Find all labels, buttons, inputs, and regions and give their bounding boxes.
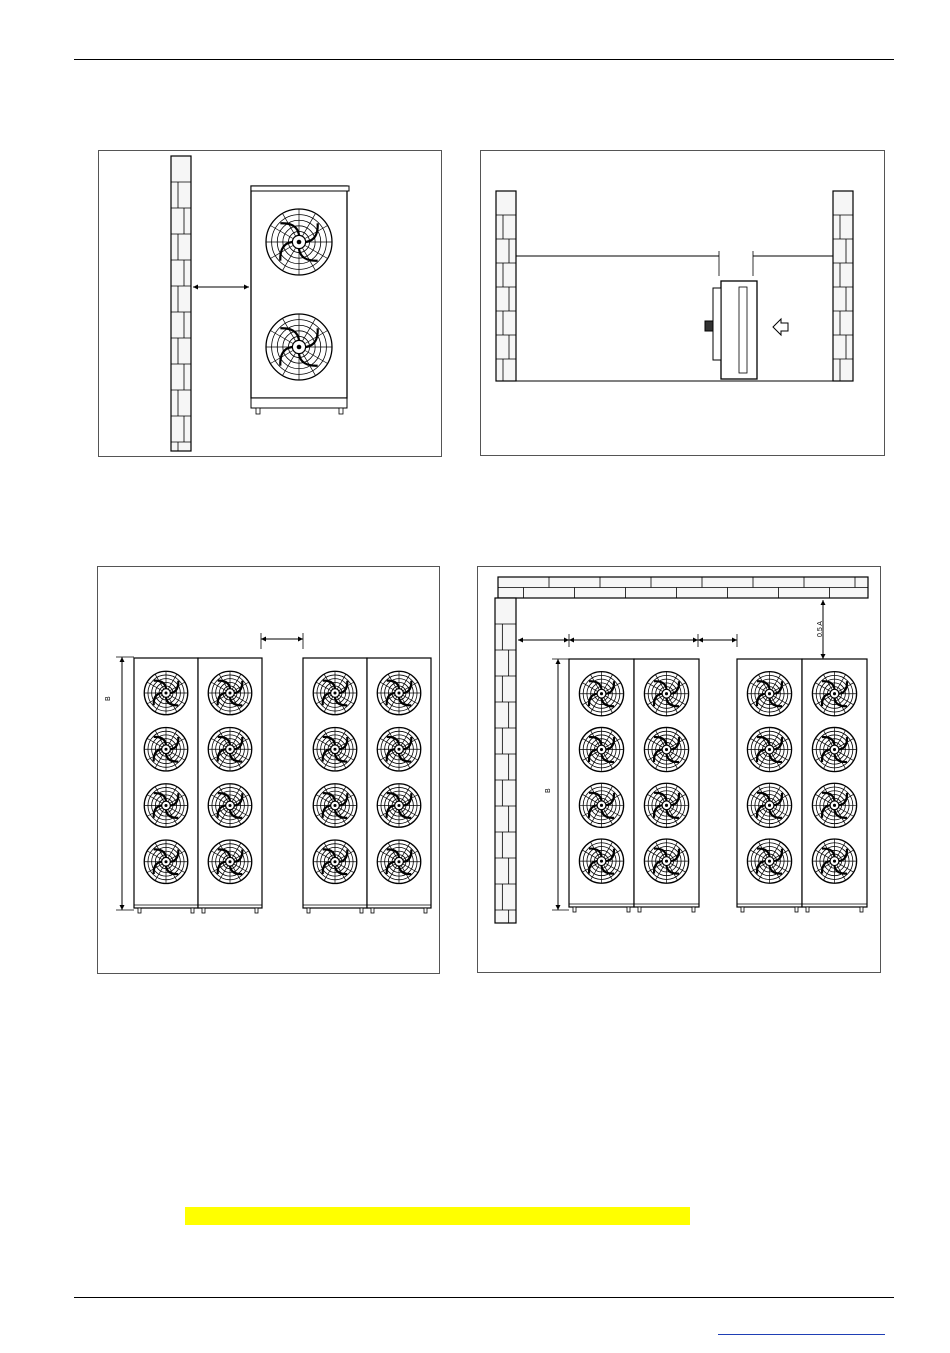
fig3-drawing (98, 567, 441, 975)
unit-foot (795, 907, 798, 912)
fan-icon (579, 839, 623, 883)
fan-icon (313, 840, 357, 884)
fan-icon (579, 672, 623, 716)
unit-foot (627, 907, 630, 912)
fan-motor (705, 321, 713, 331)
fan-icon (747, 672, 791, 716)
fan-icon (313, 671, 357, 715)
fan-icon (579, 783, 623, 827)
fan-motor-housing (713, 288, 721, 360)
fan-icon (377, 784, 421, 828)
airflow-arrow-icon (773, 319, 788, 335)
unit-foot (371, 908, 374, 913)
fan-icon (313, 784, 357, 828)
diagram-roof-clearance (477, 566, 881, 973)
unit-width-arrow (569, 638, 698, 643)
footer-link-underline[interactable] (718, 1334, 885, 1335)
unit-pair-right (737, 659, 867, 912)
fan-icon (208, 671, 252, 715)
unit-top-rail (251, 186, 349, 191)
fan-icon (144, 840, 188, 884)
unit-foot (307, 908, 310, 913)
fan-icon (644, 783, 688, 827)
fan-icon (747, 783, 791, 827)
brick-wall-left (496, 191, 516, 381)
clearance-dimension-arrow (193, 285, 249, 290)
fan-icon (377, 840, 421, 884)
unit-foot (638, 907, 641, 912)
fan-icon (266, 209, 332, 275)
unit-foot (424, 908, 427, 913)
fan-icon (266, 314, 332, 380)
fig4-drawing (478, 567, 882, 974)
unit-foot (741, 907, 744, 912)
unit-foot (138, 908, 141, 913)
fan-icon (812, 839, 856, 883)
fan-icon (144, 671, 188, 715)
unit-foot (255, 908, 258, 913)
unit-foot (191, 908, 194, 913)
highlighted-text-bar (185, 1207, 690, 1225)
brick-wall (171, 156, 191, 451)
fig2-drawing (481, 151, 886, 457)
unit-pair-left (569, 659, 699, 912)
condenser-unit (251, 186, 349, 414)
unit-foot (202, 908, 205, 913)
height-label-fig3: B (105, 696, 112, 701)
fan-icon (812, 783, 856, 827)
unit-pair-right (303, 658, 431, 913)
header-rule (74, 59, 894, 60)
diagram-wall-clearance-front (98, 150, 442, 457)
fan-icon (644, 727, 688, 771)
unit-base (251, 398, 347, 408)
unit-foot (692, 907, 695, 912)
fan-icon (144, 784, 188, 828)
fan-icon (208, 727, 252, 771)
condenser-unit-side (705, 281, 757, 379)
fig1-drawing (99, 151, 443, 458)
unit-foot (860, 907, 863, 912)
fan-icon (747, 839, 791, 883)
diagram-unit-spacing (97, 566, 440, 974)
fan-icon (812, 727, 856, 771)
fan-icon (144, 727, 188, 771)
fan-icon (313, 727, 357, 771)
fan-icon (208, 784, 252, 828)
brick-wall-right (833, 191, 853, 381)
fan-icon (812, 672, 856, 716)
fan-icon (208, 840, 252, 884)
fan-icon (747, 727, 791, 771)
fan-icon (644, 672, 688, 716)
height-label-fig4: B (545, 788, 552, 793)
fan-icon (377, 727, 421, 771)
unit-foot (573, 907, 576, 912)
unit-spacing-arrow (698, 638, 737, 643)
brick-wall-left (495, 598, 516, 923)
wall-spacing-arrow (518, 638, 569, 643)
unit-side-panel (739, 287, 747, 373)
fan-icon (377, 671, 421, 715)
height-dimension-arrow (556, 659, 561, 910)
roof-brick-wall (498, 577, 868, 598)
unit-pair-left (134, 658, 262, 913)
unit-foot (360, 908, 363, 913)
height-dimension-arrow (120, 657, 125, 910)
footer-rule (74, 1297, 894, 1298)
diagram-wall-clearance-side (480, 150, 885, 456)
unit-foot (339, 408, 343, 414)
top-clearance-label: 0.5 A (817, 621, 824, 637)
spacing-dimension-arrow (261, 637, 303, 642)
unit-foot (256, 408, 260, 414)
fan-icon (579, 727, 623, 771)
unit-foot (806, 907, 809, 912)
fan-icon (644, 839, 688, 883)
